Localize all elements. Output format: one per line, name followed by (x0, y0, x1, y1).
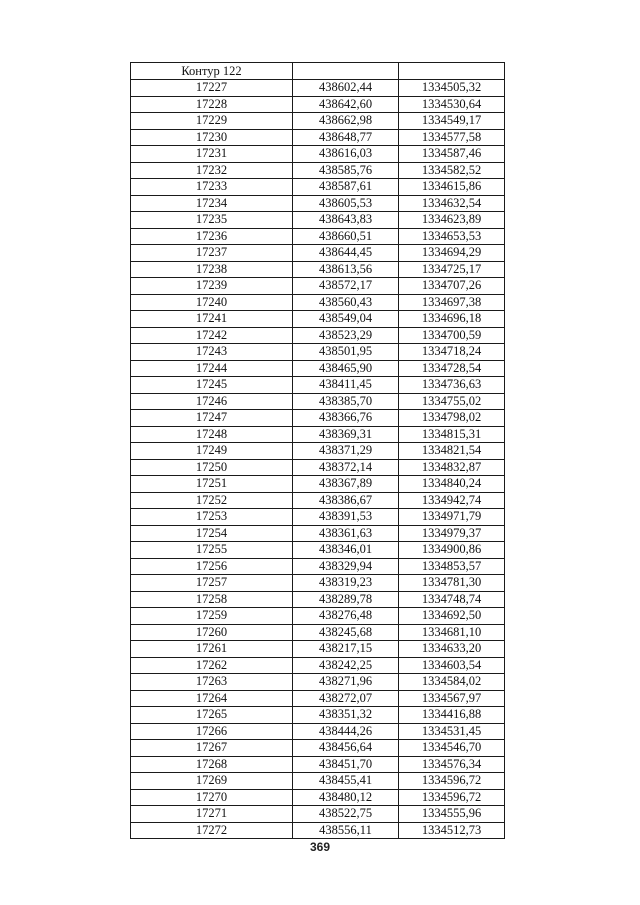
y-coordinate-cell: 1334603,54 (399, 657, 505, 674)
table-row (131, 509, 505, 526)
table-row (131, 723, 505, 740)
x-coordinate-cell: 438372,14 (293, 459, 399, 476)
x-coordinate-cell: 438444,26 (293, 723, 399, 740)
point-number-cell: 17227 (131, 80, 293, 97)
point-number-cell: 17239 (131, 278, 293, 295)
y-coordinate-cell: 1334505,32 (399, 80, 505, 97)
x-coordinate-cell: 438572,17 (293, 278, 399, 295)
point-number-cell: 17234 (131, 195, 293, 212)
x-coordinate-cell: 438346,01 (293, 542, 399, 559)
point-number-cell: 17240 (131, 294, 293, 311)
table-row (131, 558, 505, 575)
header-cell-y (399, 63, 505, 80)
table-row (131, 245, 505, 262)
y-coordinate-cell: 1334681,10 (399, 624, 505, 641)
y-coordinate-cell: 1334512,73 (399, 822, 505, 839)
x-coordinate-cell: 438602,44 (293, 80, 399, 97)
x-coordinate-cell: 438391,53 (293, 509, 399, 526)
y-coordinate-cell: 1334707,26 (399, 278, 505, 295)
x-coordinate-cell: 438660,51 (293, 228, 399, 245)
table-row (131, 575, 505, 592)
x-coordinate-cell: 438386,67 (293, 492, 399, 509)
x-coordinate-cell: 438451,70 (293, 756, 399, 773)
point-number-cell: 17250 (131, 459, 293, 476)
page-number: 369 (309, 840, 331, 854)
point-number-cell: 17248 (131, 426, 293, 443)
x-coordinate-cell: 438662,98 (293, 113, 399, 130)
table-row (131, 311, 505, 328)
x-coordinate-cell: 438289,78 (293, 591, 399, 608)
y-coordinate-cell: 1334725,17 (399, 261, 505, 278)
x-coordinate-cell: 438549,04 (293, 311, 399, 328)
point-number-cell: 17252 (131, 492, 293, 509)
x-coordinate-cell: 438587,61 (293, 179, 399, 196)
x-coordinate-cell: 438242,25 (293, 657, 399, 674)
x-coordinate-cell: 438465,90 (293, 360, 399, 377)
table-row (131, 327, 505, 344)
point-number-cell: 17253 (131, 509, 293, 526)
x-coordinate-cell: 438643,83 (293, 212, 399, 229)
point-number-cell: 17271 (131, 806, 293, 823)
table-row (131, 96, 505, 113)
y-coordinate-cell: 1334567,97 (399, 690, 505, 707)
y-coordinate-cell: 1334555,96 (399, 806, 505, 823)
table-row (131, 278, 505, 295)
y-coordinate-cell: 1334549,17 (399, 113, 505, 130)
point-number-cell: 17249 (131, 443, 293, 460)
y-coordinate-cell: 1334736,63 (399, 377, 505, 394)
table-row (131, 822, 505, 839)
point-number-cell: 17241 (131, 311, 293, 328)
coordinates-table (130, 62, 505, 839)
y-coordinate-cell: 1334748,74 (399, 591, 505, 608)
x-coordinate-cell: 438217,15 (293, 641, 399, 658)
x-coordinate-cell: 438455,41 (293, 773, 399, 790)
table-row (131, 756, 505, 773)
y-coordinate-cell: 1334577,58 (399, 129, 505, 146)
point-number-cell: 17238 (131, 261, 293, 278)
table-row (131, 707, 505, 724)
x-coordinate-cell: 438556,11 (293, 822, 399, 839)
point-number-cell: 17231 (131, 146, 293, 163)
point-number-cell: 17251 (131, 476, 293, 493)
y-coordinate-cell: 1334853,57 (399, 558, 505, 575)
table-row (131, 443, 505, 460)
x-coordinate-cell: 438271,96 (293, 674, 399, 691)
y-coordinate-cell: 1334633,20 (399, 641, 505, 658)
point-number-cell: 17246 (131, 393, 293, 410)
table-row (131, 740, 505, 757)
x-coordinate-cell: 438560,43 (293, 294, 399, 311)
y-coordinate-cell: 1334696,18 (399, 311, 505, 328)
y-coordinate-cell: 1334900,86 (399, 542, 505, 559)
y-coordinate-cell: 1334718,24 (399, 344, 505, 361)
y-coordinate-cell: 1334781,30 (399, 575, 505, 592)
y-coordinate-cell: 1334942,74 (399, 492, 505, 509)
table-row (131, 773, 505, 790)
point-number-cell: 17229 (131, 113, 293, 130)
contour-label-cell: Контур 122 (131, 63, 293, 80)
point-number-cell: 17243 (131, 344, 293, 361)
x-coordinate-cell: 438642,60 (293, 96, 399, 113)
table-row (131, 179, 505, 196)
point-number-cell: 17265 (131, 707, 293, 724)
x-coordinate-cell: 438411,45 (293, 377, 399, 394)
y-coordinate-cell: 1334582,52 (399, 162, 505, 179)
point-number-cell: 17245 (131, 377, 293, 394)
y-coordinate-cell: 1334728,54 (399, 360, 505, 377)
point-number-cell: 17272 (131, 822, 293, 839)
point-number-cell: 17232 (131, 162, 293, 179)
y-coordinate-cell: 1334755,02 (399, 393, 505, 410)
table-row (131, 195, 505, 212)
x-coordinate-cell: 438371,29 (293, 443, 399, 460)
y-coordinate-cell: 1334587,46 (399, 146, 505, 163)
y-coordinate-cell: 1334821,54 (399, 443, 505, 460)
table-row (131, 294, 505, 311)
point-number-cell: 17258 (131, 591, 293, 608)
x-coordinate-cell: 438456,64 (293, 740, 399, 757)
table-row (131, 591, 505, 608)
y-coordinate-cell: 1334531,45 (399, 723, 505, 740)
table-row (131, 806, 505, 823)
table-row (131, 476, 505, 493)
point-number-cell: 17270 (131, 789, 293, 806)
table-row (131, 608, 505, 625)
table-row (131, 492, 505, 509)
table-row (131, 80, 505, 97)
point-number-cell: 17264 (131, 690, 293, 707)
x-coordinate-cell: 438480,12 (293, 789, 399, 806)
point-number-cell: 17244 (131, 360, 293, 377)
x-coordinate-cell: 438272,07 (293, 690, 399, 707)
x-coordinate-cell: 438351,32 (293, 707, 399, 724)
table-row (131, 146, 505, 163)
table-row (131, 393, 505, 410)
point-number-cell: 17228 (131, 96, 293, 113)
y-coordinate-cell: 1334546,70 (399, 740, 505, 757)
x-coordinate-cell: 438276,48 (293, 608, 399, 625)
y-coordinate-cell: 1334416,88 (399, 707, 505, 724)
y-coordinate-cell: 1334623,89 (399, 212, 505, 229)
table-row (131, 657, 505, 674)
x-coordinate-cell: 438385,70 (293, 393, 399, 410)
x-coordinate-cell: 438585,76 (293, 162, 399, 179)
point-number-cell: 17268 (131, 756, 293, 773)
table-row (131, 113, 505, 130)
table-row (131, 789, 505, 806)
x-coordinate-cell: 438605,53 (293, 195, 399, 212)
point-number-cell: 17266 (131, 723, 293, 740)
y-coordinate-cell: 1334615,86 (399, 179, 505, 196)
point-number-cell: 17256 (131, 558, 293, 575)
table-row (131, 129, 505, 146)
x-coordinate-cell: 438329,94 (293, 558, 399, 575)
header-cell-x (293, 63, 399, 80)
x-coordinate-cell: 438613,56 (293, 261, 399, 278)
table-row (131, 261, 505, 278)
coordinates-table-body (131, 63, 505, 839)
x-coordinate-cell: 438648,77 (293, 129, 399, 146)
point-number-cell: 17262 (131, 657, 293, 674)
y-coordinate-cell: 1334798,02 (399, 410, 505, 427)
x-coordinate-cell: 438369,31 (293, 426, 399, 443)
y-coordinate-cell: 1334576,34 (399, 756, 505, 773)
x-coordinate-cell: 438523,29 (293, 327, 399, 344)
x-coordinate-cell: 438319,23 (293, 575, 399, 592)
y-coordinate-cell: 1334979,37 (399, 525, 505, 542)
y-coordinate-cell: 1334584,02 (399, 674, 505, 691)
table-row (131, 624, 505, 641)
table-row (131, 212, 505, 229)
x-coordinate-cell: 438644,45 (293, 245, 399, 262)
y-coordinate-cell: 1334596,72 (399, 773, 505, 790)
point-number-cell: 17254 (131, 525, 293, 542)
y-coordinate-cell: 1334815,31 (399, 426, 505, 443)
table-row (131, 426, 505, 443)
table-row (131, 674, 505, 691)
y-coordinate-cell: 1334700,59 (399, 327, 505, 344)
point-number-cell: 17242 (131, 327, 293, 344)
point-number-cell: 17260 (131, 624, 293, 641)
y-coordinate-cell: 1334692,50 (399, 608, 505, 625)
x-coordinate-cell: 438245,68 (293, 624, 399, 641)
x-coordinate-cell: 438522,75 (293, 806, 399, 823)
table-row (131, 459, 505, 476)
y-coordinate-cell: 1334596,72 (399, 789, 505, 806)
y-coordinate-cell: 1334653,53 (399, 228, 505, 245)
y-coordinate-cell: 1334971,79 (399, 509, 505, 526)
table-row (131, 690, 505, 707)
point-number-cell: 17233 (131, 179, 293, 196)
x-coordinate-cell: 438367,89 (293, 476, 399, 493)
table-row (131, 542, 505, 559)
table-row (131, 228, 505, 245)
point-number-cell: 17267 (131, 740, 293, 757)
point-number-cell: 17236 (131, 228, 293, 245)
y-coordinate-cell: 1334694,29 (399, 245, 505, 262)
point-number-cell: 17235 (131, 212, 293, 229)
x-coordinate-cell: 438501,95 (293, 344, 399, 361)
x-coordinate-cell: 438616,03 (293, 146, 399, 163)
y-coordinate-cell: 1334632,54 (399, 195, 505, 212)
y-coordinate-cell: 1334840,24 (399, 476, 505, 493)
point-number-cell: 17255 (131, 542, 293, 559)
point-number-cell: 17237 (131, 245, 293, 262)
table-row (131, 162, 505, 179)
point-number-cell: 17257 (131, 575, 293, 592)
x-coordinate-cell: 438361,63 (293, 525, 399, 542)
point-number-cell: 17261 (131, 641, 293, 658)
point-number-cell: 17269 (131, 773, 293, 790)
y-coordinate-cell: 1334832,87 (399, 459, 505, 476)
table-row (131, 377, 505, 394)
point-number-cell: 17230 (131, 129, 293, 146)
table-row (131, 344, 505, 361)
x-coordinate-cell: 438366,76 (293, 410, 399, 427)
table-row (131, 641, 505, 658)
table-row (131, 410, 505, 427)
point-number-cell: 17263 (131, 674, 293, 691)
table-row (131, 360, 505, 377)
table-row (131, 525, 505, 542)
point-number-cell: 17259 (131, 608, 293, 625)
point-number-cell: 17247 (131, 410, 293, 427)
y-coordinate-cell: 1334697,38 (399, 294, 505, 311)
y-coordinate-cell: 1334530,64 (399, 96, 505, 113)
table-header-row (131, 63, 505, 80)
